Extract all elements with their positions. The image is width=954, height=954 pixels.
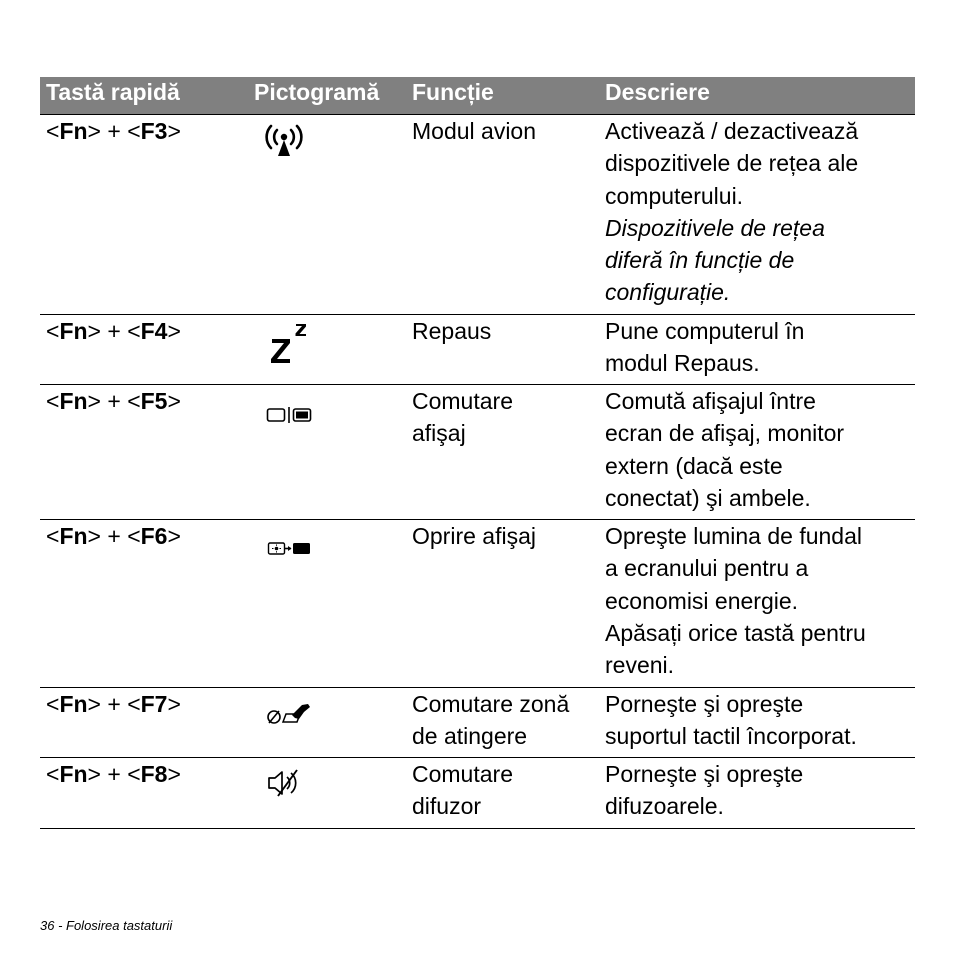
description-cell: Porneşte şi opreşte difuzoarele.	[605, 761, 804, 820]
airplane-mode-wireless-icon	[261, 123, 307, 159]
hotkey-table	[40, 77, 915, 829]
table-row	[40, 115, 915, 315]
table-row	[40, 758, 915, 829]
header-function: Funcție	[412, 79, 494, 105]
description-note: Dispozitivele de rețea	[605, 214, 825, 241]
table-row	[40, 315, 915, 385]
display-off-icon	[267, 541, 313, 557]
hotkey-cell: <Fn> + <F4>	[46, 318, 181, 344]
function-cell: Oprire afişaj	[412, 523, 536, 549]
hotkey-cell: <Fn> + <F7>	[46, 691, 181, 717]
display-toggle-icon	[266, 406, 312, 424]
hotkey-cell: <Fn> + <F5>	[46, 388, 181, 414]
touchpad-toggle-icon	[266, 702, 314, 726]
description-cell: Opreşte lumina de fundal a ecranului pentru a economisi energie. Apăsați orice tastă pentru reveni.	[605, 523, 866, 679]
description-cell: Porneşte şi opreşte suportul tactil încorporat.	[605, 691, 857, 750]
hotkey-cell: <Fn> + <F3>	[46, 118, 181, 144]
table-row	[40, 688, 915, 758]
header-icon: Pictogramă	[254, 79, 380, 105]
hotkey-cell: <Fn> + <F8>	[46, 761, 181, 787]
function-cell: Comutare zonă de atingere	[412, 691, 570, 750]
description-cell: Activează / dezactivează dispozitivele de rețea ale computerului. Dispozitivele de rețea diferă în funcție de configurație.	[605, 118, 859, 306]
function-cell: Comutare difuzor	[412, 761, 513, 820]
description-cell: Comută afişajul între ecran de afişaj, monitor extern (dacă este conectat) şi ambele.	[605, 388, 845, 511]
description-cell: Pune computerul în modul Repaus.	[605, 318, 805, 377]
page-footer: 36 - Folosirea tastaturii	[40, 918, 173, 933]
function-cell: Repaus	[412, 318, 492, 344]
table-header	[40, 77, 915, 115]
function-cell: Comutare afişaj	[412, 388, 513, 447]
sleep-zz-icon	[268, 321, 310, 365]
header-hotkey: Tastă rapidă	[46, 79, 180, 105]
function-cell: Modul avion	[412, 118, 537, 144]
table-row	[40, 520, 915, 688]
hotkey-cell: <Fn> + <F6>	[46, 523, 181, 549]
table-row	[40, 385, 915, 520]
speaker-mute-icon	[267, 768, 307, 798]
header-description: Descriere	[605, 79, 710, 105]
